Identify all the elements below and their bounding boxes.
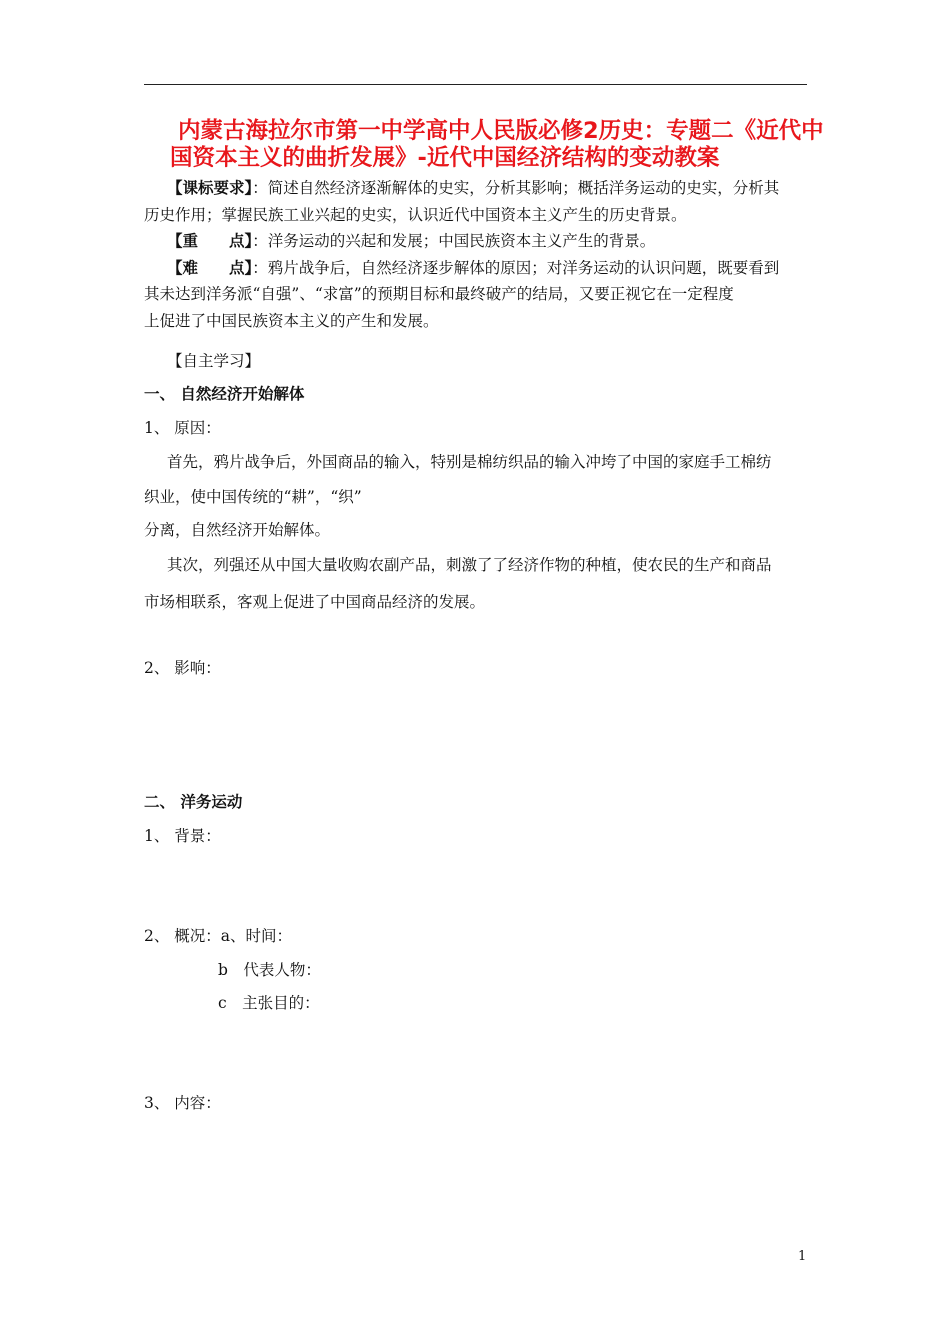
section-2-item-1: 1、 背景： <box>144 827 221 845</box>
key-points-label: 【重 点】 <box>167 232 253 250</box>
section-2-heading: 二、 洋务运动 <box>144 793 243 811</box>
difficulties-label: 【难 点】 <box>167 258 253 277</box>
section-2-item-2: 2、 概况：a、时间： <box>144 927 293 945</box>
section-1-paragraph-2b: 市场相联系，客观上促进了中国商品经济的发展。 <box>144 593 486 611</box>
title-line-2: 国资本主义的曲折发展》-近代中国经济结构的变动教案 <box>170 145 720 171</box>
document-title <box>144 118 824 172</box>
section-1-paragraph-1c: 分离，自然经济开始解体。 <box>144 521 331 539</box>
difficulties-text-3: 上促进了中国民族资本主义的产生和发展。 <box>144 311 439 330</box>
page-number: 1 <box>798 1249 807 1264</box>
section-1-heading: 一、 自然经济开始解体 <box>144 385 305 403</box>
section-2-item-3: 3、 内容： <box>144 1094 221 1112</box>
title-line-1: 内蒙古海拉尔市第一中学高中人民版必修2历史：专题二《近代中 <box>178 118 824 144</box>
section-1-paragraph-1a: 首先，鸦片战争后，外国商品的输入，特别是棉纺织品的输入冲垮了中国的家庭手工棉纺 <box>167 453 772 471</box>
requirements-block <box>144 175 809 334</box>
section-1-item-2: 2、 影响： <box>144 659 221 677</box>
difficulties-line-1 <box>144 255 809 282</box>
section-1-paragraph-2a: 其次，列强还从中国大量收购农副产品，刺激了了经济作物的种植，使农民的生产和商品 <box>167 556 772 574</box>
difficulties-text-1: ：鸦片战争后，自然经济逐步解体的原因；对洋务运动的认识问题，既要看到 <box>252 258 780 277</box>
standards-label: 【课标要求】 <box>167 179 253 197</box>
standards-text-1: ：简述自然经济逐渐解体的史实，分析其影响；概括洋务运动的史实，分析其 <box>252 179 780 197</box>
key-points-line <box>144 228 809 255</box>
section-1-paragraph-1b: 织业，使中国传统的“耕”，“织” <box>144 488 362 506</box>
key-points-text: ：洋务运动的兴起和发展；中国民族资本主义产生的背景。 <box>252 232 656 250</box>
standards-text-2: 历史作用；掌握民族工业兴起的史实，认识近代中国资本主义产生的历史背景。 <box>144 205 687 224</box>
standards-line-1 <box>144 175 809 202</box>
section-1-item-1: 1、 原因： <box>144 419 221 437</box>
section-2-item-2c: c 主张目的： <box>218 994 320 1012</box>
difficulties-text-2: 其未达到洋务派“自强”、“求富”的预期目标和最终破产的结局，又要正视它在一定程度 <box>144 285 734 303</box>
header-rule <box>144 84 807 85</box>
section-2-item-2b: b 代表人物： <box>218 961 321 979</box>
self-study-heading: 【自主学习】 <box>167 352 261 370</box>
